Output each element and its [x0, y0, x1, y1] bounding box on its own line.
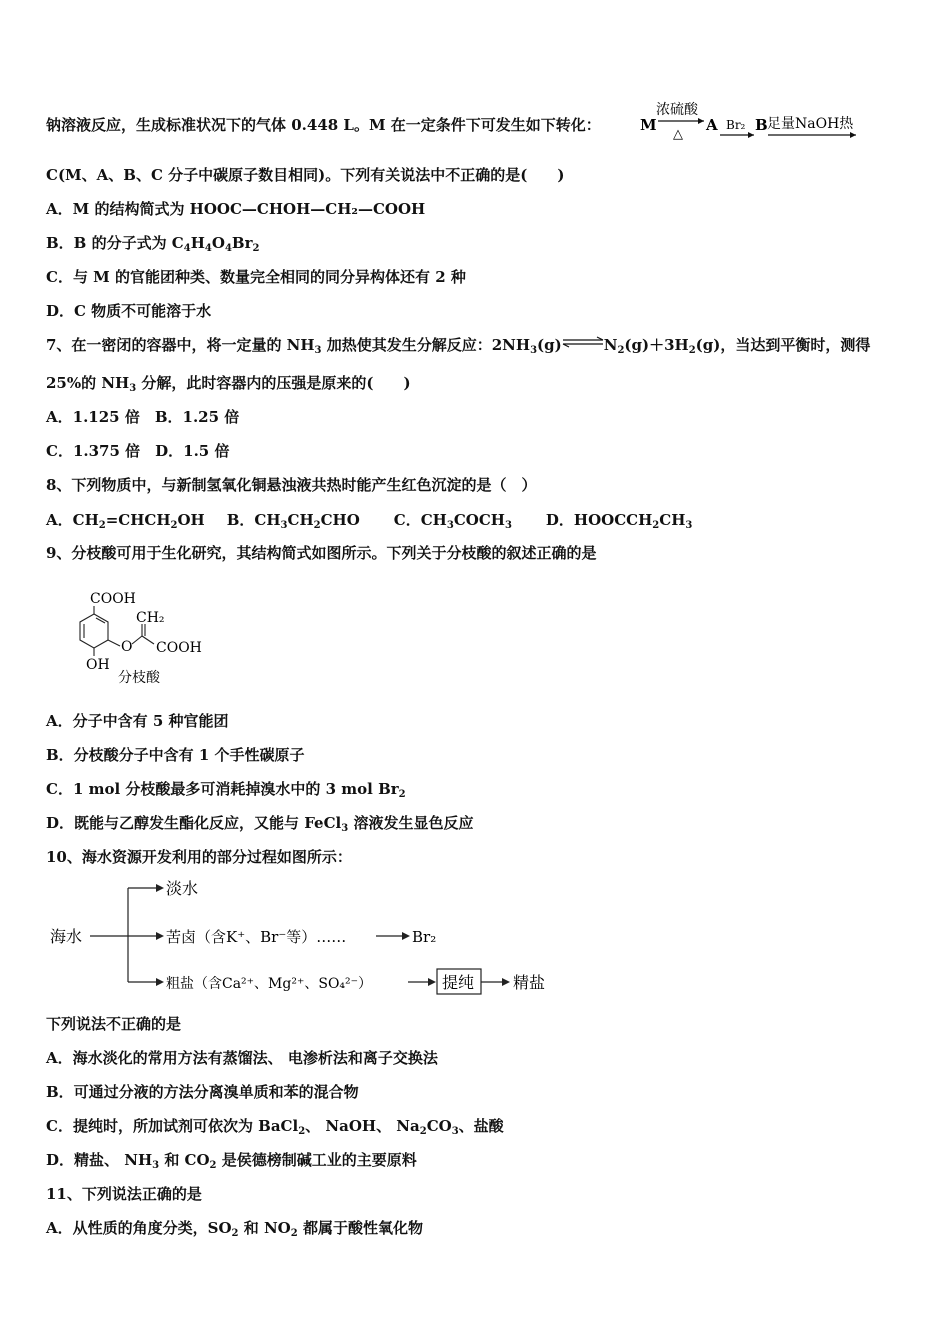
br2-label: Br₂ — [412, 928, 437, 946]
cooh-right-label: COOH — [156, 640, 202, 656]
q7-stem-line1: 7、在一密闭的容器中，将一定量的 $NH_3$ 加热使其发生分解反应：$2NH_3(g)$ $N_2(g)+3H_2(g)$，当达到平衡时，测得 — [46, 336, 871, 356]
seawater-flow-diagram — [46, 874, 566, 1004]
refined-salt-label: 精盐 — [513, 973, 546, 992]
q8-option-b: B．$CH_3CH_2CHO$ — [226, 511, 360, 531]
q6-stem-line1: 钠溶液反应，生成标准状况下的气体 0.448 L。M 在一定条件下可发生如下转化： — [46, 116, 601, 134]
q10-option-d: D．精盐、 $NH_3$ 和 $CO_2$ 是侯德榜制碱工业的主要原料 — [46, 1151, 417, 1171]
q9-stem: 9、分枝酸可用于生化研究，其结构简式如图所示。下列关于分枝酸的叙述正确的是 — [46, 544, 597, 562]
structure-caption: 分枝酸 — [118, 670, 160, 686]
q10-option-b: B．可通过分液的方法分离溴单质和苯的混合物 — [46, 1083, 359, 1101]
q6-option-b: B．B 的分子式为 $C_4H_4O_4Br_2$ — [46, 234, 260, 254]
q6-stem-line2: C(M、A、B、C 分子中碳原子数目相同)。下列有关说法中不正确的是( ) — [46, 166, 565, 184]
q8-stem: 8、下列物质中，与新制氢氧化铜悬浊液共热时能产生红色沉淀的是（ ） — [46, 476, 537, 494]
q7-stem-line2: 25%的 $NH_3$ 分解，此时容器内的压强是原来的( ) — [46, 374, 411, 394]
crude-salt-label: 粗盐（含Ca²⁺、Mg²⁺、SO₄²⁻） — [166, 976, 373, 992]
q9-option-a: A．分子中含有 5 种官能团 — [46, 712, 229, 730]
equilibrium-arrow — [562, 336, 604, 348]
q9-option-c: C．1 mol 分枝酸最多可消耗掉溴水中的 3 mol $Br_2$ — [46, 780, 406, 800]
q7-options-ab: A．1.125 倍 B．1.25 倍 — [46, 408, 240, 426]
q6-b-label: B — [755, 116, 768, 134]
q9-option-b: B．分枝酸分子中含有 1 个手性碳原子 — [46, 746, 305, 764]
q6-reagent1-top: 浓硫酸 — [656, 102, 698, 118]
q10-option-a: A．海水淡化的常用方法有蒸馏法、 电渗析法和离子交换法 — [46, 1049, 438, 1067]
oh-label: OH — [86, 657, 110, 673]
q8-option-a: A．$CH_2=CHCH_2OH$ — [46, 511, 205, 531]
fresh-water-label: 淡水 — [166, 879, 199, 898]
q8-options — [46, 510, 692, 536]
cooh-top-label: COOH — [90, 591, 136, 607]
purify-label: 提纯 — [442, 973, 475, 992]
ch2-label: CH₂ — [136, 610, 165, 626]
q6-option-c: C．与 M 的官能团种类、数量完全相同的同分异构体还有 2 种 — [46, 268, 466, 286]
q11-option-a: A．从性质的角度分类，$SO_2$ 和 $NO_2$ 都属于酸性氧化物 — [46, 1219, 423, 1239]
q6-reaction-scheme — [636, 94, 866, 144]
q6-option-a: A．M 的结构简式为 HOOC—CHOH—CH₂—COOH — [46, 200, 426, 218]
q8-option-d: D．$HOOCCH_2CH_3$ — [545, 511, 693, 531]
q10-stem: 10、海水资源开发利用的部分过程如图所示： — [46, 848, 352, 866]
q6-reagent3: 足量NaOH热 — [767, 116, 854, 132]
q11-stem: 11、下列说法正确的是 — [46, 1185, 202, 1203]
q10-prompt: 下列说法不正确的是 — [46, 1015, 182, 1033]
q6-m-label: M — [640, 116, 657, 134]
q6-a-label: A — [706, 116, 718, 134]
ether-o-label: O — [121, 639, 133, 655]
q8-option-c: C．$CH_3COCH_3$ — [393, 511, 512, 531]
q6-option-d: D．C 物质不可能溶于水 — [46, 302, 212, 320]
seawater-label: 海水 — [50, 927, 83, 946]
chorismic-acid-structure — [72, 584, 222, 690]
q7-options-cd: C．1.375 倍 D．1.5 倍 — [46, 442, 230, 460]
q6-reagent2: Br₂ — [726, 118, 746, 132]
bittern-label: 苦卤（含K⁺、Br⁻等）…… — [166, 928, 347, 946]
q9-option-d: D．既能与乙醇发生酯化反应，又能与 FeCl$_3$ 溶液发生显色反应 — [46, 814, 474, 834]
q6-reagent1-bottom: △ — [673, 127, 683, 142]
q10-option-c: C．提纯时，所加试剂可依次为 BaCl$_2$、 NaOH、 $Na_2CO_3$、盐酸 — [46, 1117, 504, 1137]
